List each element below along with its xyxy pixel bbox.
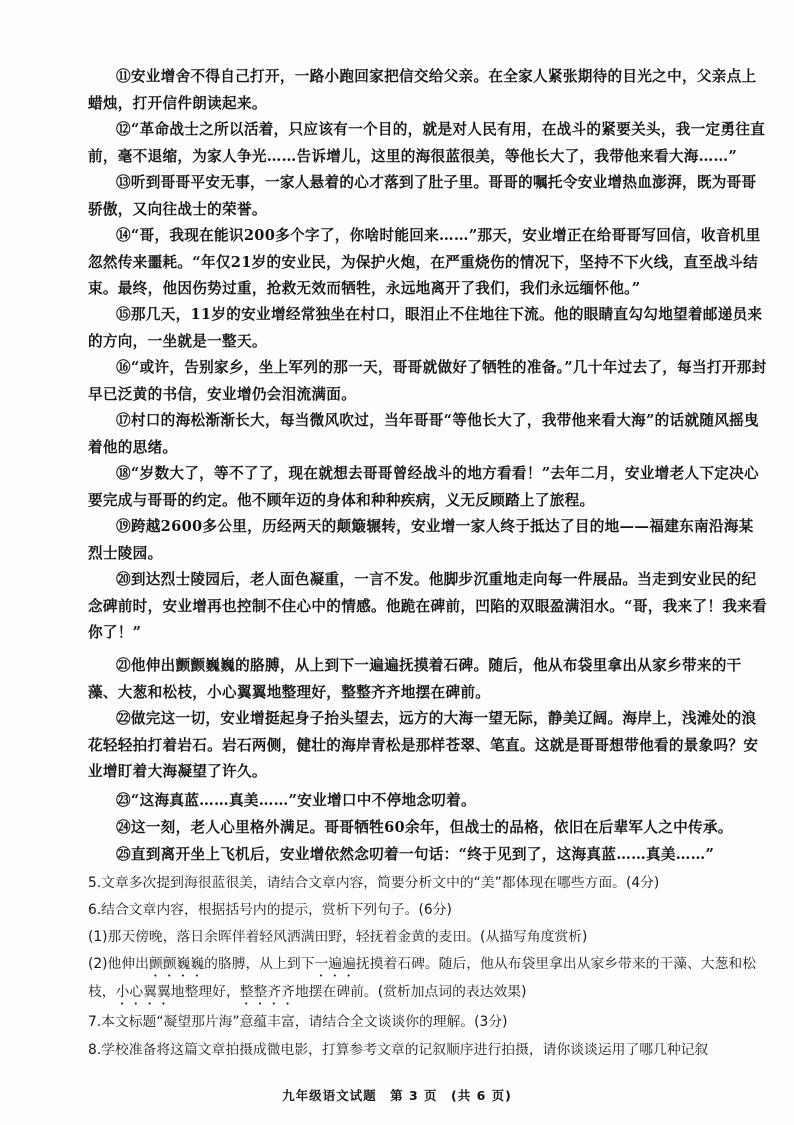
page-footer: 九年级语文试题 第 3 页 (共 6 页) (282, 1088, 512, 1103)
paragraph-20: ⑳到达烈士陵园后，老人面色凝重，一言不发。他脚步沉重地走向每一件展品。当走到安业民的纪念碑前时，安业增再也控制不住心中的情感。他跪在碑前，凹陷的双眼盈满泪水。“哥，我来了！我来看你了！” (88, 571, 767, 641)
paragraph-14: ⑭“哥，我现在能识200多个字了，你啥时能回来……”那天，安业增正在给哥哥写回信，收音机里忽然传来噩耗。“年仅21岁的安业民，为保护火炮，在严重烧伤的情况下，坚持不下火线，直至战斗结束。最终，他因伤势过重，抢救无效而牺牲，永远地离开了我们，我们永远缅怀他。” (88, 227, 761, 297)
paragraph-22: ㉒做完这一切，安业增挺起身子抬头望去，远方的大海一望无际，静美辽阔。海岸上，浅滩处的浪花轻轻拍打着岩石。岩石两侧，健壮的海岸青松是那样苍翠、笔直。这就是哥哥想带他看的景象吗？安业增盯着大海凝望了许久。 (88, 710, 759, 780)
question-6-2: (2)他伸出颤颤巍巍的胳膊，从上到下一遍遍抚摸着石碑。随后，他从布袋里拿出从家乡带来的干藻、大葱和松枝，小心翼翼地整理好，整整齐齐地摆在碑前。(赏析加点词的表达效果) (88, 956, 756, 1000)
paragraph-24: ㉔这一刻，老人心里格外满足。哥哥牺牲60余年，但战士的品格，依旧在后辈军人之中传承。 (116, 819, 733, 836)
question-7: 7.本文标题“凝望那片海”意蕴丰富，请结合全文谈谈你的理解。(3分) (88, 1014, 508, 1030)
paragraph-18: ⑱“岁数大了，等不了了，现在就想去哥哥曾经战斗的地方看看！”去年二月，安业增老人下定决心要完成与哥哥的约定。他不顾年迈的身体和种种疾病，义无反顾踏上了旅程。 (88, 465, 759, 509)
paragraph-17: ⑰村口的海松渐渐长大，每当微风吹过，当年哥哥“等他长大了，我带他来看大海”的话就随风摇曳着他的思绪。 (88, 412, 759, 456)
question-6: 6.结合文章内容，根据括号内的提示，赏析下列句子。(6分) (88, 902, 452, 918)
question-6-1: (1)那天傍晚，落日余晖伴着轻风洒满田野，轻抚着金黄的麦田。(从描写角度赏析) (88, 929, 588, 945)
question-8: 8.学校准备将这篇文章拍摄成微电影，打算参考文章的记叙顺序进行拍摄，请你谈谈运用了哪几种记叙 (88, 1042, 709, 1058)
question-5: 5.文章多次提到海很蓝很美，请结合文章内容，简要分析文中的“美”都体现在哪些方面。(4分) (88, 875, 660, 891)
paragraph-12: ⑫“革命战士之所以活着，只应该有一个目的，就是对人民有用，在战斗的紧要关头，我一定勇往直前，毫不退缩，为家人争光……告诉增儿，这里的海很蓝很美，等他长大了，我带他来看大海……” (88, 121, 766, 165)
paragraph-16: ⑯“或许，告别家乡，坐上军列的那一天，哥哥就做好了牺牲的准备。”几十年过去了，每当打开那封早已泛黄的书信，安业增仍会泪流满面。 (88, 359, 767, 403)
paragraph-15: ⑮那几天，11岁的安业增经常独坐在村口，眼泪止不住地往下流。他的眼睛直勾勾地望着邮递员来的方向，一坐就是一整天。 (88, 306, 763, 350)
paragraph-25: ㉕直到离开坐上飞机后，安业增依然念叨着一句话：“终于见到了，这海真蓝……真美……” (116, 846, 715, 863)
dotted-word-1: 颤颤巍巍 (148, 956, 205, 972)
paragraph-21: ㉑他伸出颤颤巍巍的胳膊，从上到下一遍遍抚摸着石碑。随后，他从布袋里拿出从家乡带来的干藻、大葱和松枝，小心翼翼地整理好，整整齐齐地摆在碑前。 (88, 657, 742, 701)
paragraph-13: ⑬听到哥哥平安无事，一家人悬着的心才落到了肚子里。哥哥的嘱托令安业增热血澎湃，既为哥哥骄傲，又向往战士的荣誉。 (88, 174, 757, 218)
dotted-word-3: 小心翼翼 (115, 984, 171, 1000)
paragraph-23: ㉓“这海真蓝……真美……”安业增口中不停地念叨着。 (116, 792, 476, 809)
dotted-word-4: 整整齐齐 (239, 984, 295, 1000)
paragraph-19: ⑲跨越2600多公里，历经两天的颠簸辗转，安业增一家人终于抵达了目的地——福建东南沿海某烈士陵园。 (88, 518, 754, 562)
dotted-word-2: 一遍遍 (314, 956, 356, 972)
paragraph-11: ⑪安业增舍不得自己打开，一路小跑回家把信交给父亲。在全家人紧张期待的目光之中，父亲点上蜡烛，打开信件朗读起来。 (88, 68, 757, 112)
